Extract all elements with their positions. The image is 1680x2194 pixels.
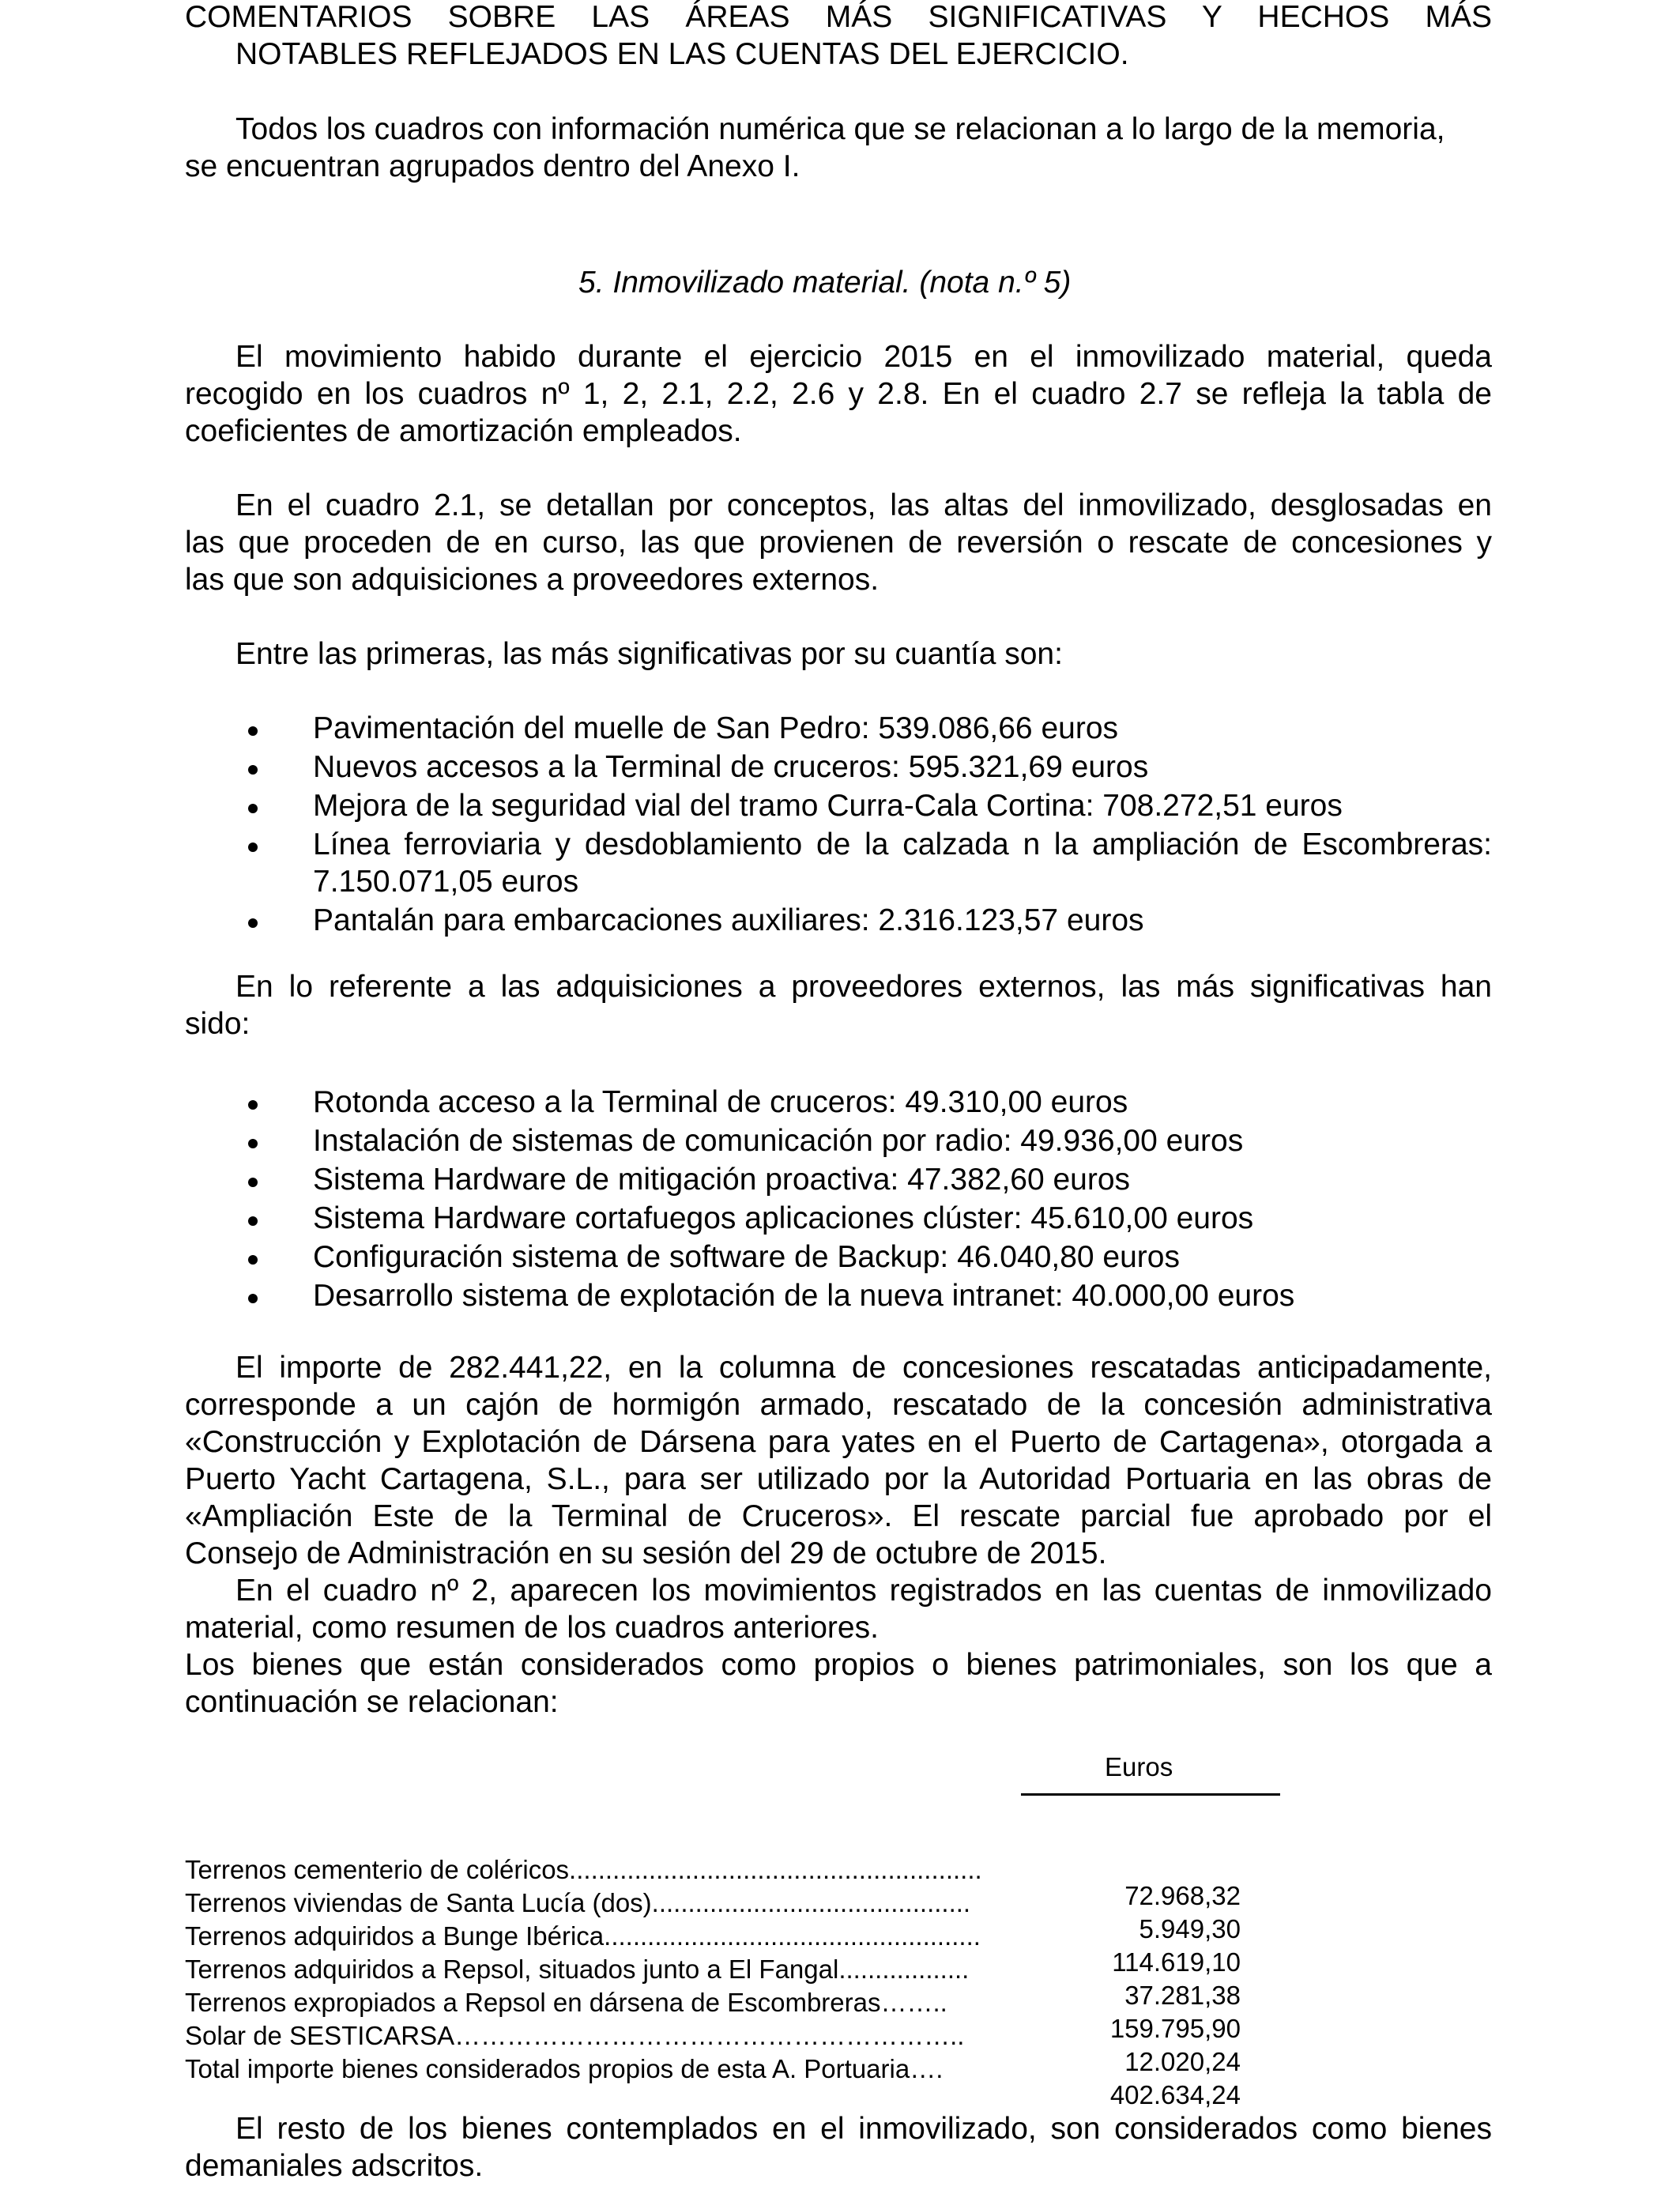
intro-line: Todos los cuadros con información numérica que se relacionan a lo largo de la memoria, [235,112,1445,146]
bullet-dot [248,1294,258,1303]
list-item: Sistema Hardware cortafuegos aplicaciones clúster: 45.610,00 euros [313,1201,1254,1235]
list-item: Instalación de sistemas de comunicación por radio: 49.936,00 euros [313,1124,1244,1158]
header-underline [1021,1793,1280,1796]
bullet-dot [248,1100,258,1110]
list-item: Pavimentación del muelle de San Pedro: 539.086,66 euros [313,711,1119,745]
bullet-dot [248,918,258,928]
section-heading: 5. Inmovilizado material. (nota n.º 5) [578,266,1072,300]
paragraph-line: sido: [185,1007,250,1041]
list-item: Rotonda acceso a la Terminal de cruceros: 49.310,00 euros [313,1085,1128,1119]
bullet-dot [248,1255,258,1265]
table-total-label: Total importe bienes considerados propios de esta A. Portuaria…. [185,2054,944,2083]
bullet-dot [248,765,258,775]
bullet-dot [248,726,258,736]
paragraph-line: coeficientes de amortización empleados. [185,414,742,448]
table-row-label: Terrenos expropiados a Repsol en dársena de Escombreras…….. [185,1988,947,2017]
table-row-value: 37.281,38 [1124,1981,1241,2010]
paragraph-line: demaniales adscritos. [185,2149,484,2183]
table-row-label: Solar de SESTICARSA………………………………………………….. [185,2021,965,2050]
bullet-dot [248,1178,258,1187]
table-row-value: 72.968,32 [1124,1881,1241,1910]
header-line: COMENTARIOS SOBRE LAS ÁREAS MÁS SIGNIFICATIVAS Y HECHOS MÁS [185,0,1492,34]
list-item: Línea ferroviaria y desdoblamiento de la calzada n la ampliación de Escombreras: [313,827,1492,861]
paragraph-line: «Construcción y Explotación de Dársena para yates en el Puerto de Cartagena», otorgada a [185,1425,1492,1459]
table-row-label: Terrenos viviendas de Santa Lucía (dos)............................................ [185,1888,971,1917]
list-item: Pantalán para embarcaciones auxiliares: 2.316.123,57 euros [313,903,1144,937]
paragraph-line: continuación se relacionan: [185,1685,559,1719]
paragraph-line: En lo referente a las adquisiciones a proveedores externos, las más significativas han [235,970,1492,1004]
table-total-value: 402.634,24 [1109,2080,1241,2109]
bullet-dot [248,843,258,852]
paragraph-line: Los bienes que están considerados como propios o bienes patrimoniales, son los que a [185,1648,1492,1682]
header-line: NOTABLES REFLEJADOS EN LAS CUENTAS DEL EJERCICIO. [235,37,1129,71]
table-column-header: Euros [1105,1752,1173,1781]
list-item: Configuración sistema de software de Backup: 46.040,80 euros [313,1240,1180,1274]
list-item: Nuevos accesos a la Terminal de cruceros: 595.321,69 euros [313,750,1149,784]
paragraph-line: las que son adquisiciones a proveedores externos. [185,563,880,597]
paragraph-line: las que proceden de en curso, las que provienen de reversión o rescate de concesiones y [185,526,1492,560]
table-row-label: Terrenos adquiridos a Bunge Ibérica.................................................... [185,1921,981,1951]
paragraph-line: En el cuadro nº 2, aparecen los movimientos registrados en las cuentas de inmovilizado [235,1574,1492,1608]
paragraph-line: material, como resumen de los cuadros anteriores. [185,1611,879,1645]
paragraph-line: recogido en los cuadros nº 1, 2, 2.1, 2.2, 2.6 y 2.8. En el cuadro 2.7 se refleja la tabla de [185,377,1492,411]
paragraph-line: El movimiento habido durante el ejercicio 2015 en el inmovilizado material, queda [235,340,1492,374]
paragraph-line: En el cuadro 2.1, se detallan por conceptos, las altas del inmovilizado, desglosadas en [235,488,1492,522]
bullet-dot [248,1216,258,1226]
table-row-value: 5.949,30 [1139,1914,1241,1943]
list-item-continuation: 7.150.071,05 euros [313,865,579,899]
paragraph-line: El importe de 282.441,22, en la columna de concesiones rescatadas anticipadamente, [235,1351,1492,1385]
paragraph-line: El resto de los bienes contemplados en el inmovilizado, son considerados como bienes [235,2112,1492,2146]
intro-line: se encuentran agrupados dentro del Anexo I. [185,149,800,183]
paragraph-line: «Ampliación Este de la Terminal de Cruceros». El rescate parcial fue aprobado por el [185,1499,1492,1533]
bullet-dot [248,804,258,813]
table-row-value: 12.020,24 [1124,2047,1241,2076]
table-row-value: 114.619,10 [1112,1947,1241,1977]
list-item: Sistema Hardware de mitigación proactiva: 47.382,60 euros [313,1163,1131,1197]
paragraph-line: Entre las primeras, las más significativas por su cuantía son: [235,637,1063,671]
paragraph-line: corresponde a un cajón de hormigón armado, rescatado de la concesión administrativa [185,1388,1492,1422]
list-item: Mejora de la seguridad vial del tramo Curra-Cala Cortina: 708.272,51 euros [313,789,1343,823]
table-row-value: 159.795,90 [1109,2014,1241,2043]
table-row-label: Terrenos cementerio de coléricos......................................................... [185,1855,982,1884]
list-item: Desarrollo sistema de explotación de la nueva intranet: 40.000,00 euros [313,1279,1295,1313]
bullet-dot [248,1139,258,1148]
paragraph-line: Consejo de Administración en su sesión del 29 de octubre de 2015. [185,1536,1107,1570]
table-row-label: Terrenos adquiridos a Repsol, situados junto a El Fangal.................. [185,1955,970,1984]
paragraph-line: Puerto Yacht Cartagena, S.L., para ser utilizado por la Autoridad Portuaria en las obras de [185,1462,1492,1496]
